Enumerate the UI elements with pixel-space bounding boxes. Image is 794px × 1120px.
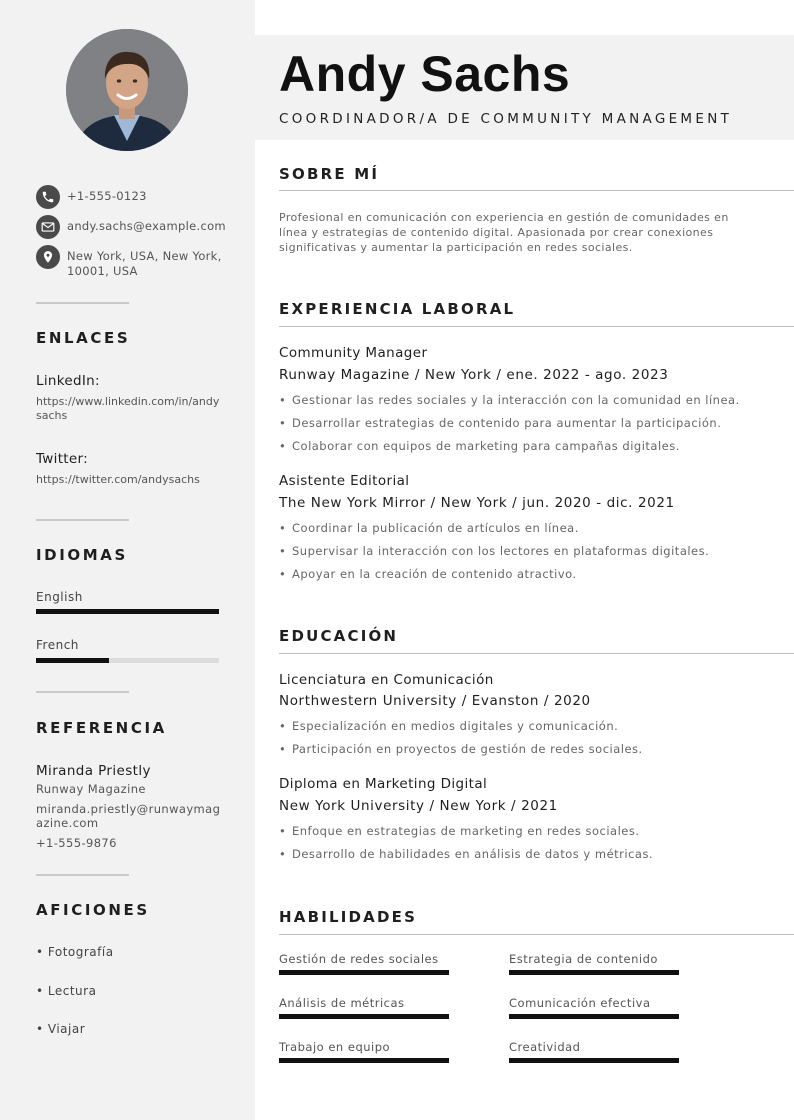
candidate-name: Andy Sachs bbox=[279, 46, 571, 102]
job-bullet: • Desarrollar estrategias de contenido para aumentar la participación. bbox=[279, 416, 721, 430]
education-heading: EDUCACIÓN bbox=[279, 627, 399, 645]
sidebar-divider bbox=[36, 519, 129, 521]
section-rule bbox=[279, 326, 794, 327]
job-org: The New York Mirror / New York / jun. 2020 - dic. 2021 bbox=[279, 495, 675, 511]
address-text: New York, USA, New York, 10001, USA bbox=[67, 249, 222, 278]
skill-label: Estrategia de contenido bbox=[509, 952, 658, 966]
job-org: Runway Magazine / New York / ene. 2022 - ago. 2023 bbox=[279, 367, 669, 383]
job-title: COORDINADOR/A DE COMMUNITY MANAGEMENT bbox=[279, 111, 733, 127]
language-english-bar bbox=[36, 609, 219, 614]
contact-address-row bbox=[36, 245, 227, 279]
job-bullet: • Colaborar con equipos de marketing para campañas digitales. bbox=[279, 439, 680, 453]
section-rule bbox=[279, 190, 794, 191]
skill-bar bbox=[279, 1014, 449, 1019]
skill-level-fill bbox=[279, 970, 449, 975]
reference-email[interactable]: miranda.priestly@runwaymagazine.com bbox=[36, 802, 221, 830]
linkedin-link[interactable]: https://www.linkedin.com/in/andysachs bbox=[36, 395, 220, 422]
skill-label: Trabajo en equipo bbox=[279, 1040, 391, 1054]
section-rule bbox=[279, 934, 794, 935]
contact-email-row bbox=[36, 215, 226, 239]
language-french-label: French bbox=[36, 638, 79, 652]
profile-photo bbox=[66, 29, 188, 151]
language-level-fill bbox=[36, 658, 109, 663]
skill-level-fill bbox=[509, 1014, 679, 1019]
job-bullet: • Supervisar la interacción con los lectores en plataformas digitales. bbox=[279, 544, 709, 558]
job-bullet: • Apoyar en la creación de contenido atractivo. bbox=[279, 567, 577, 581]
skill-level-fill bbox=[279, 1014, 449, 1019]
envelope-icon bbox=[36, 215, 60, 239]
hobbies-heading: AFICIONES bbox=[36, 901, 150, 919]
map-pin-icon bbox=[36, 245, 60, 269]
twitter-label: Twitter: bbox=[36, 451, 88, 467]
language-french-bar bbox=[36, 658, 219, 663]
linkedin-label: LinkedIn: bbox=[36, 373, 100, 389]
education-bullet: • Participación en proyectos de gestión de redes sociales. bbox=[279, 742, 643, 756]
skill-level-fill bbox=[509, 1058, 679, 1063]
hobby-item: • Fotografía bbox=[36, 945, 114, 959]
job-role: Community Manager bbox=[279, 345, 428, 361]
job-bullet: • Gestionar las redes sociales y la interacción con la comunidad en línea. bbox=[279, 393, 740, 407]
phone-text: +1-555-0123 bbox=[67, 189, 147, 203]
reference-phone: +1-555-9876 bbox=[36, 836, 117, 850]
links-heading: ENLACES bbox=[36, 329, 131, 347]
about-heading: SOBRE MÍ bbox=[279, 165, 380, 183]
education-degree: Licenciatura en Comunicación bbox=[279, 672, 494, 688]
reference-heading: REFERENCIA bbox=[36, 719, 167, 737]
sidebar-divider bbox=[36, 874, 129, 876]
contact-phone-row bbox=[36, 185, 147, 209]
education-org: New York University / New York / 2021 bbox=[279, 798, 558, 814]
section-rule bbox=[279, 653, 794, 654]
skill-bar bbox=[509, 1014, 679, 1019]
education-bullet: • Desarrollo de habilidades en análisis de datos y métricas. bbox=[279, 847, 653, 861]
education-degree: Diploma en Marketing Digital bbox=[279, 776, 488, 792]
phone-icon bbox=[36, 185, 60, 209]
skill-level-fill bbox=[279, 1058, 449, 1063]
reference-name: Miranda Priestly bbox=[36, 763, 151, 779]
sidebar bbox=[0, 0, 255, 1120]
reference-company: Runway Magazine bbox=[36, 782, 146, 796]
skill-bar bbox=[279, 970, 449, 975]
sidebar-divider bbox=[36, 691, 129, 693]
job-bullet: • Coordinar la publicación de artículos en línea. bbox=[279, 521, 579, 535]
hobby-item: • Lectura bbox=[36, 984, 97, 998]
about-text: Profesional en comunicación con experiencia en gestión de comunidades en línea y estrategias de contenido digital. Apasionada por crear conexiones significativas y aumentar la participación en redes sociales. bbox=[279, 211, 729, 254]
skill-label: Creatividad bbox=[509, 1040, 581, 1054]
job-role: Asistente Editorial bbox=[279, 473, 410, 489]
skill-level-fill bbox=[509, 970, 679, 975]
sidebar-divider bbox=[36, 302, 129, 304]
email-text: andy.sachs@example.com bbox=[67, 219, 226, 233]
education-bullet: • Especialización en medios digitales y comunicación. bbox=[279, 719, 618, 733]
education-bullet: • Enfoque en estrategias de marketing en redes sociales. bbox=[279, 824, 639, 838]
skill-label: Comunicación efectiva bbox=[509, 996, 651, 1010]
skill-bar bbox=[279, 1058, 449, 1063]
language-level-fill bbox=[36, 609, 219, 614]
language-english-label: English bbox=[36, 590, 83, 604]
skill-bar bbox=[509, 970, 679, 975]
skill-bar bbox=[509, 1058, 679, 1063]
skill-label: Análisis de métricas bbox=[279, 996, 405, 1010]
education-org: Northwestern University / Evanston / 2020 bbox=[279, 693, 591, 709]
experience-heading: EXPERIENCIA LABORAL bbox=[279, 300, 516, 318]
languages-heading: IDIOMAS bbox=[36, 546, 128, 564]
hobby-item: • Viajar bbox=[36, 1022, 86, 1036]
skills-heading: HABILIDADES bbox=[279, 908, 418, 926]
twitter-link[interactable]: https://twitter.com/andysachs bbox=[36, 473, 200, 486]
skill-label: Gestión de redes sociales bbox=[279, 952, 439, 966]
